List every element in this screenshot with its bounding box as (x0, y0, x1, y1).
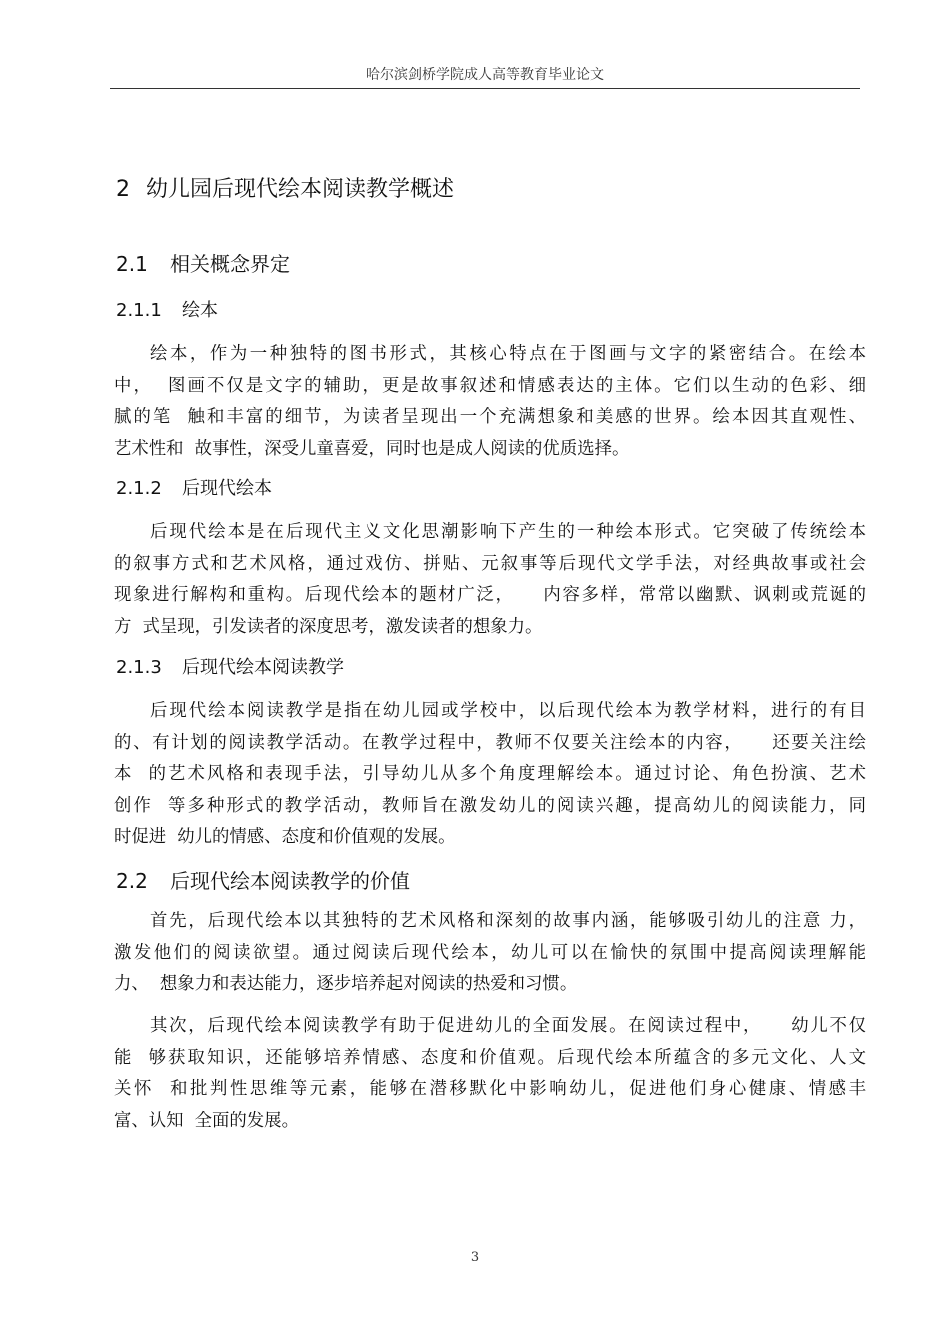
paragraph-line: 的、有计划的阅读教学活动。在教学过程中，教师不仅要关注绘本的内容， 还要关注绘 (114, 732, 866, 753)
paragraph-line: 能 够获取知识，还能够培养情感、态度和价值观。后现代绘本所蕴含的多元文化、人文 (114, 1047, 866, 1068)
section-title: 相关概念界定 (170, 252, 290, 276)
subsection-heading-2-1-1 (116, 297, 218, 325)
subsection-title: 后现代绘本 (182, 478, 272, 499)
paragraph-line: 绘本，作为一种独特的图书形式，其核心特点在于图画与文字的紧密结合。在绘本 (150, 344, 866, 364)
paragraph-line: 本 的艺术风格和表现手法，引导幼儿从多个角度理解绘本。通过讨论、角色扮演、艺术 (114, 764, 866, 784)
paragraph-line: 关怀 和批判性思维等元素，能够在潜移默化中影响幼儿，促进他们身心健康、情感丰 (114, 1079, 866, 1099)
paragraph-line: 的叙事方式和艺术风格，通过戏仿、拼贴、元叙事等后现代文学手法，对经典故事或社会 (114, 553, 866, 574)
section-number: 2.2 (116, 869, 148, 893)
paragraph-line: 中， 图画不仅是文字的辅助，更是故事叙述和情感表达的主体。它们以生动的色彩、细 (114, 375, 866, 396)
chapter-heading (116, 174, 454, 206)
subsection-number: 2.1.1 (116, 300, 162, 321)
paragraph-line: 其次，后现代绘本阅读教学有助于促进幼儿的全面发展。在阅读过程中， 幼儿不仅 (150, 1016, 866, 1036)
section-heading-2-1 (116, 249, 290, 279)
paragraph-line: 腻的笔 触和丰富的细节，为读者呈现出一个充满想象和美感的世界。绘本因其直观性、 (114, 407, 866, 427)
paragraph-line: 力、 想象力和表达能力，逐步培养起对阅读的热爱和习惯。 (114, 974, 578, 994)
paragraph-line: 方 式呈现，引发读者的深度思考，激发读者的想象力。 (114, 616, 543, 637)
paragraph-value-2 (114, 1011, 866, 1137)
page-number: 3 (470, 1250, 480, 1265)
paragraph-line: 富、认知 全面的发展。 (114, 1110, 299, 1131)
paragraph-line: 创作 等多种形式的教学活动，教师旨在激发幼儿的阅读兴趣，提高幼儿的阅读能力，同 (114, 795, 866, 816)
subsection-heading-2-1-2 (116, 475, 272, 503)
subsection-title: 绘本 (182, 300, 218, 321)
chapter-title: 幼儿园后现代绘本阅读教学概述 (146, 177, 455, 202)
header-rule (110, 88, 860, 89)
paragraph-line: 后现代绘本是在后现代主义文化思潮影响下产生的一种绘本形式。它突破了传统绘本 (150, 522, 866, 542)
subsection-number: 2.1.3 (116, 657, 162, 678)
paragraph-line: 首先，后现代绘本以其独特的艺术风格和深刻的故事内涵，能够吸引幼儿的注意 力， (150, 911, 866, 931)
paragraph-line: 后现代绘本阅读教学是指在幼儿园或学校中，以后现代绘本为教学材料，进行的有目 (150, 701, 866, 721)
subsection-number: 2.1.2 (116, 478, 162, 499)
paragraph-line: 现象进行解构和重构。后现代绘本的题材广泛， 内容多样，常常以幽默、讽刺或荒诞的 (114, 585, 866, 605)
paragraph-line: 时促进 幼儿的情感、态度和价值观的发展。 (114, 827, 456, 847)
chapter-number: 2 (116, 177, 130, 202)
paragraph-reading-teaching (114, 696, 866, 854)
section-number: 2.1 (116, 252, 148, 276)
paragraph-line: 激发他们的阅读欲望。通过阅读后现代绘本，幼儿可以在愉快的氛围中提高阅读理解能 (114, 942, 866, 963)
paragraph-picture-book (114, 339, 866, 465)
paragraph-postmodern-picture-book (114, 517, 866, 643)
page-header: 哈尔滨剑桥学院成人高等教育毕业论文 (366, 67, 604, 83)
subsection-title: 后现代绘本阅读教学 (182, 657, 344, 678)
section-heading-2-2 (116, 866, 410, 896)
section-title: 后现代绘本阅读教学的价值 (170, 869, 410, 893)
subsection-heading-2-1-3 (116, 654, 344, 682)
paragraph-line: 艺术性和 故事性，深受儿童喜爱，同时也是成人阅读的优质选择。 (114, 438, 630, 459)
paragraph-value-1 (114, 906, 866, 1001)
